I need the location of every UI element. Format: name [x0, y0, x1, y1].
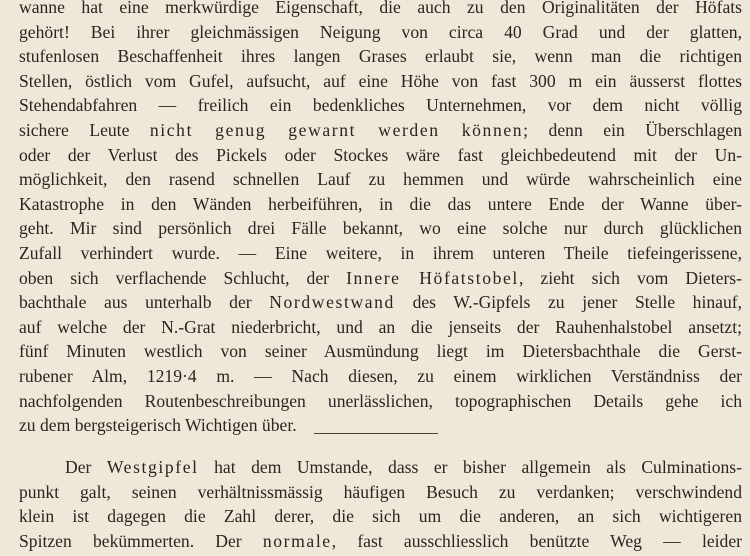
text-line — [19, 69, 742, 94]
text-run: hat dem Umstande, dass er bisher allgemein als Culminations- — [198, 457, 742, 477]
text-run: Der — [65, 457, 107, 477]
text-run: rubener Alm, 1219·4 m. — Nach diesen, zu einem wirklichen Verständniss der — [19, 365, 742, 386]
text-run: Stehendabfahren — freilich ein bedenkliches Unternehmen, vor dem nicht völlig — [19, 95, 742, 116]
text-run: klein ist dagegen die Zahl derer, die sich um die anderen, an sich wichtigeren — [19, 506, 742, 527]
text-line — [19, 93, 742, 118]
text-run: geht. Mir sind persönlich drei Fälle bekannt, wo eine solche nur durch glücklichen — [19, 218, 742, 239]
text-run: , zieht sich vom Dieters- — [518, 267, 743, 288]
text-line — [19, 529, 742, 554]
spaced-emphasis: Westgipfel — [106, 457, 199, 477]
text-line — [19, 241, 742, 266]
spaced-emphasis: Innere Höfatstobel — [346, 267, 519, 288]
paragraph-1 — [19, 0, 742, 438]
text-line — [19, 118, 742, 143]
text-line — [19, 44, 742, 69]
text-line — [19, 504, 742, 529]
text-run: stufenlosen Beschaffenheit ihres langen Grases erlaubt sie, wenn man die richtigen — [19, 46, 742, 67]
text-line — [19, 290, 742, 315]
spaced-emphasis: nicht genug gewarnt werden können — [149, 119, 524, 140]
section-divider — [314, 433, 438, 434]
text-line — [19, 339, 742, 364]
text-line — [19, 192, 742, 217]
text-run: des W.-Gipfels zu jener Stelle hinauf, — [394, 292, 743, 313]
text-run: möglichkeit, den rasend schnellen Lauf zu hemmen und würde wahrscheinlich eine — [19, 169, 742, 190]
text-line — [19, 20, 742, 45]
text-run: Zufall verhindert wurde. — Eine weitere, in ihrem unteren Theile tiefeingerissene, — [19, 242, 742, 263]
text-run: Katastrophe in den Wänden herbeiführen, in die das untere Ende der Wanne über- — [19, 193, 742, 214]
text-run: zu dem bergsteigerisch Wichtigen über. — [19, 415, 297, 436]
text-run: wanne hat eine merkwürdige Eigenschaft, die auch zu den Originalitäten der Höfats — [19, 0, 742, 17]
text-run: punkt galt, seinen verhältnissmässig häufigen Besuch zu verdanken; verschwindend — [19, 481, 742, 502]
text-run: sichere Leute — [19, 119, 150, 140]
text-run: oben sich verflachende Schlucht, der — [19, 267, 347, 288]
text-run: ; denn ein Überschlagen — [523, 119, 742, 140]
text-line — [19, 480, 742, 505]
text-run: Stellen, östlich vom Gufel, aufsucht, auf eine Höhe von fast 300 m ein äusserst flottes — [19, 70, 742, 91]
text-run: Spitzen bekümmerten. Der — [19, 530, 263, 551]
text-line — [19, 0, 742, 20]
spaced-emphasis: Nordwestwand — [269, 292, 395, 313]
text-run: , fast ausschliesslich benützte Weg — leider — [331, 530, 742, 551]
text-run: gehört! Bei ihrer gleichmässigen Neigung von circa 40 Grad und der glatten, — [19, 21, 742, 42]
text-run: nachfolgenden Routenbeschreibungen unerlässlichen, topographischen Details gehe ich — [19, 390, 742, 411]
text-line — [19, 389, 742, 414]
text-line — [19, 143, 742, 168]
paragraph-2 — [19, 455, 742, 553]
text-line — [19, 315, 742, 340]
text-line — [19, 167, 742, 192]
text-run: oder der Verlust des Pickels oder Stockes wäre fast gleichbedeutend mit der Un- — [19, 144, 742, 165]
text-line — [19, 364, 742, 389]
text-run: bachthale aus unterhalb der — [19, 292, 270, 313]
spaced-emphasis: normale — [262, 530, 332, 551]
text-line — [19, 455, 742, 480]
text-run: auf welche der N.-Grat niederbricht, und an die jenseits der Rauhenhalstobel ansetzt; — [19, 316, 742, 337]
text-run: fünf Minuten westlich von seiner Ausmündung liegt im Dietersbachthale die Gerst- — [19, 341, 742, 362]
text-line — [19, 216, 742, 241]
text-line — [19, 266, 742, 291]
